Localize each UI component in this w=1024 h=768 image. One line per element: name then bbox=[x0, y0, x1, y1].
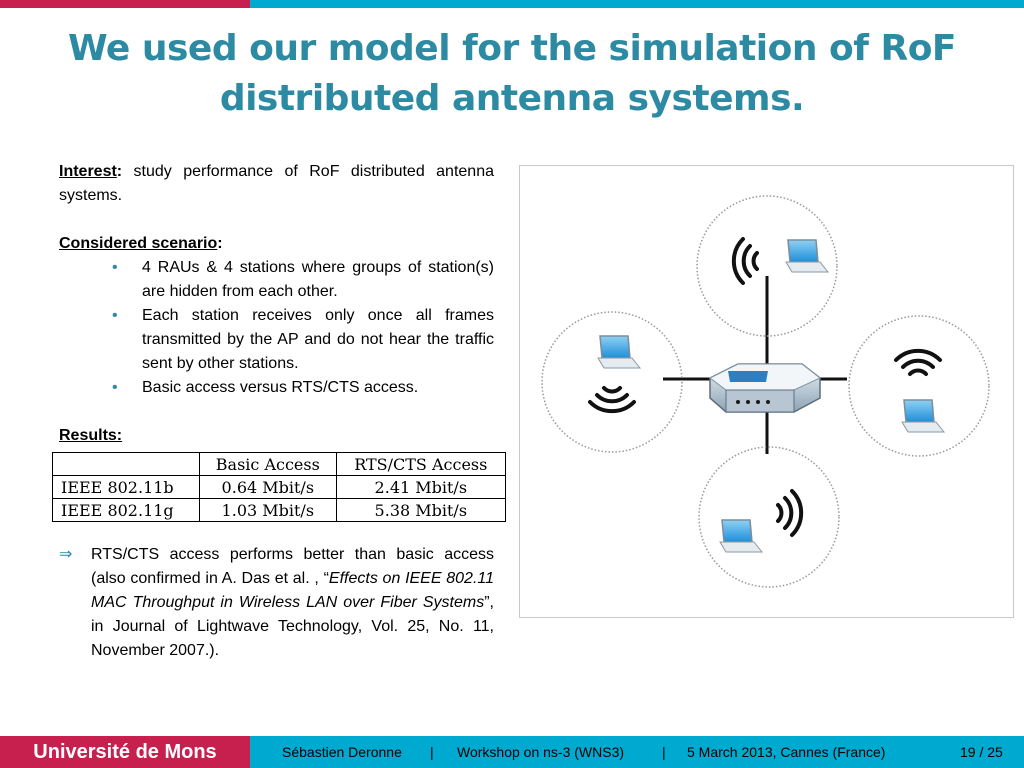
slide-footer bbox=[0, 736, 1024, 768]
laptop-icon bbox=[902, 400, 944, 432]
table-cell: 5.38 Mbit/s bbox=[336, 499, 505, 522]
table-cell: IEEE 802.11g bbox=[53, 499, 200, 522]
footer-event: Workshop on ns-3 (WNS3) bbox=[457, 744, 625, 760]
laptop-icon bbox=[720, 520, 762, 552]
table-header-cell: Basic Access bbox=[200, 453, 337, 476]
rau-coverage-right bbox=[849, 316, 989, 456]
rau-coverage-bottom bbox=[699, 447, 839, 587]
scenario-heading bbox=[59, 232, 494, 256]
footer-separator: | bbox=[430, 744, 434, 760]
university-name: Université de Mons bbox=[0, 736, 250, 768]
spacer bbox=[59, 208, 494, 232]
scenario-list bbox=[59, 256, 494, 400]
implies-arrow-icon: ⇒ bbox=[59, 546, 73, 563]
scenario-item: • Basic access versus RTS/CTS access. bbox=[142, 376, 494, 400]
footer-separator: | bbox=[662, 744, 666, 760]
top-accent-bar-cyan bbox=[250, 0, 1024, 8]
results-table bbox=[52, 452, 506, 522]
slide-body bbox=[59, 160, 494, 448]
top-accent-bar-red bbox=[0, 0, 250, 8]
conclusion-block bbox=[59, 543, 494, 663]
table-cell: 1.03 Mbit/s bbox=[200, 499, 337, 522]
page-number: 19 / 25 bbox=[960, 744, 1003, 760]
wifi-signal-icon bbox=[590, 388, 634, 411]
table-header-cell: RTS/CTS Access bbox=[336, 453, 505, 476]
rau-coverage-left bbox=[542, 312, 682, 452]
interest-paragraph bbox=[59, 160, 494, 208]
results-heading bbox=[59, 424, 494, 448]
paper-title: Effects on IEEE 802.11 MAC Throughput in Wireless LAN over Fiber Systems bbox=[91, 570, 494, 611]
footer-info bbox=[250, 736, 1024, 768]
access-point-icon bbox=[710, 364, 820, 412]
footer-date: 5 March 2013, Cannes (France) bbox=[687, 744, 886, 760]
table-header-cell bbox=[53, 453, 200, 476]
spacer bbox=[59, 400, 494, 424]
laptop-icon bbox=[598, 336, 640, 368]
interest-label: Interest bbox=[59, 163, 117, 180]
scenario-colon: : bbox=[217, 235, 223, 252]
laptop-icon bbox=[786, 240, 828, 272]
slide-title: We used our model for the simulation of RoF distributed antenna systems. bbox=[67, 28, 957, 119]
conclusion-text-after: ”, in Journal of Lightwave Technology, Vol. 25, No. 11, November 2007.). bbox=[91, 594, 494, 659]
results-label: Results: bbox=[59, 427, 123, 444]
wifi-signal-icon bbox=[734, 239, 757, 283]
table-cell: 0.64 Mbit/s bbox=[200, 476, 337, 499]
conclusion-text-before: RTS/CTS access performs better than basic access (also confirmed in A. Das et al. , “ bbox=[91, 546, 494, 587]
wifi-signal-icon bbox=[778, 491, 801, 535]
wifi-signal-icon bbox=[896, 351, 940, 374]
scenario-item: • Each station receives only once all frames transmitted by the AP and do not hear the traffic sent by other stations. bbox=[142, 304, 494, 376]
interest-text: study performance of RoF distributed antenna systems. bbox=[59, 163, 494, 204]
table-row bbox=[53, 499, 506, 522]
table-header-row bbox=[53, 453, 506, 476]
scenario-label: Considered scenario bbox=[59, 235, 218, 252]
interest-colon: : bbox=[116, 163, 123, 180]
table-row bbox=[53, 476, 506, 499]
scenario-item: • 4 RAUs & 4 stations where groups of station(s) are hidden from each other. bbox=[142, 256, 494, 304]
conclusion-text bbox=[91, 543, 494, 663]
footer-author: Sébastien Deronne bbox=[282, 744, 402, 760]
table-cell: 2.41 Mbit/s bbox=[336, 476, 505, 499]
rof-network-diagram bbox=[519, 165, 1014, 618]
table-cell: IEEE 802.11b bbox=[53, 476, 200, 499]
